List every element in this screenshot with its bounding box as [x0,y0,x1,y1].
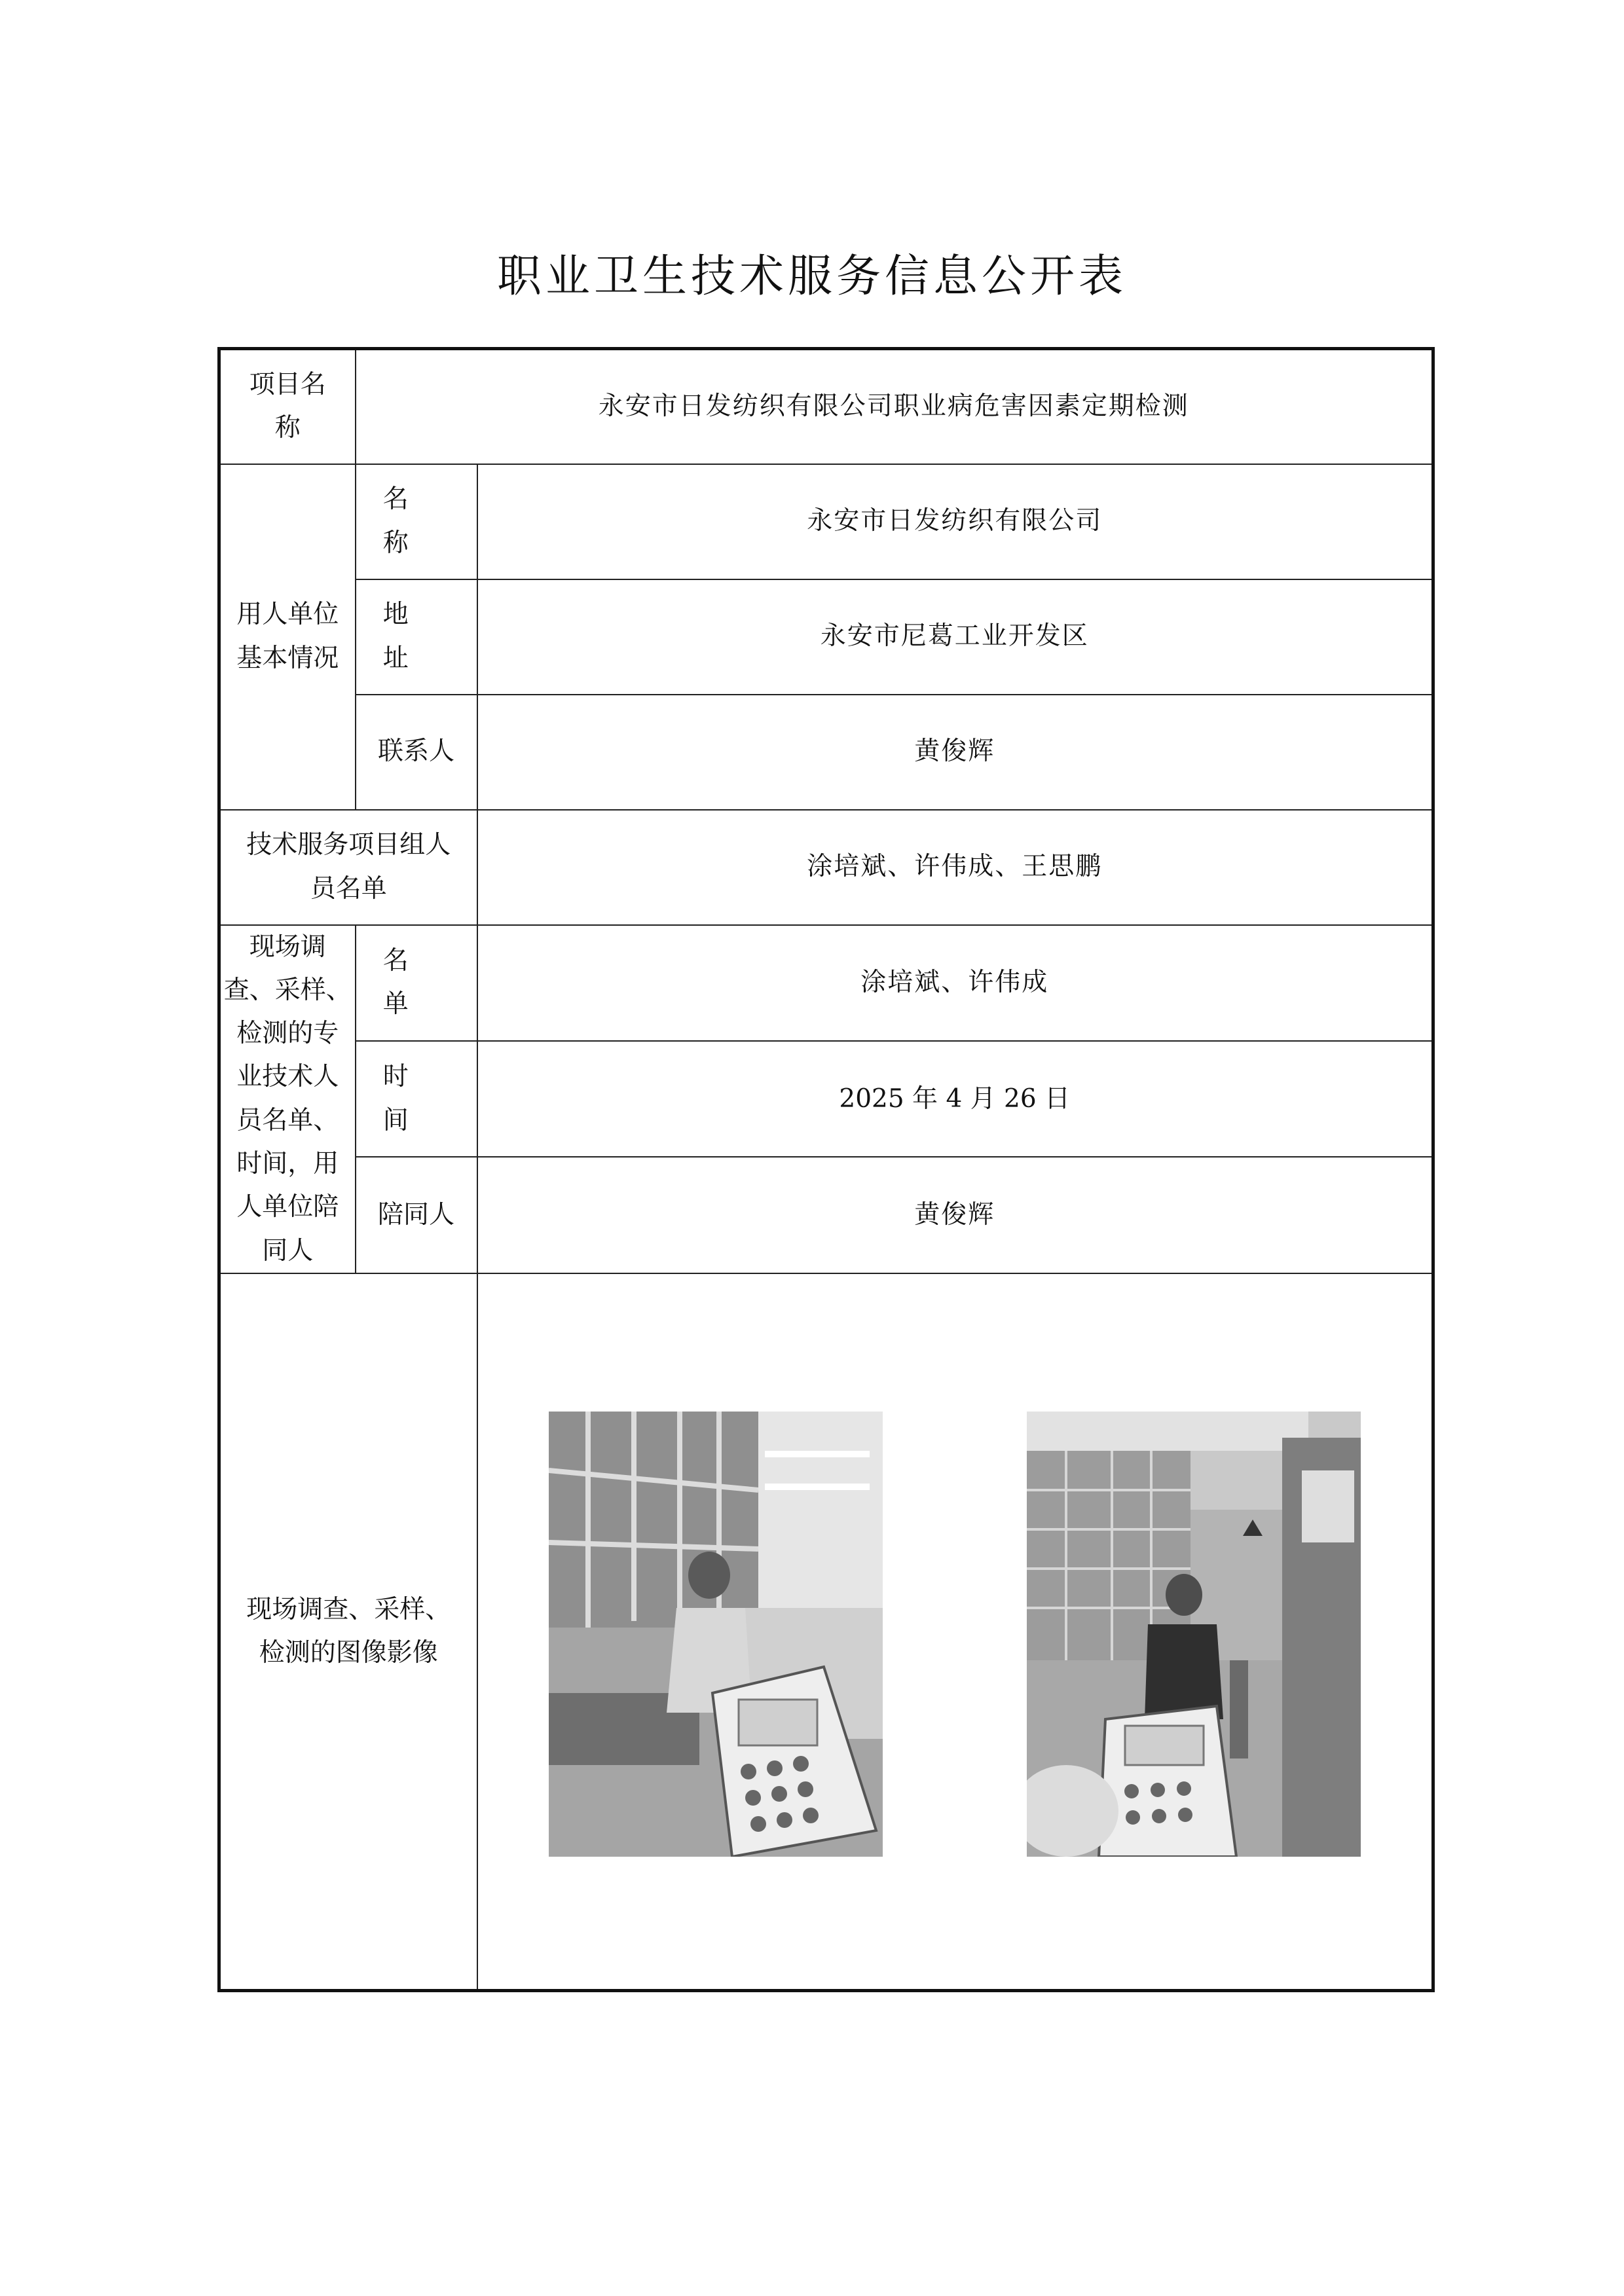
images-row [219,1273,1433,1991]
survey-staff-row [219,925,1433,1041]
project-label-line2: 称 [274,413,301,443]
employer-name-row [219,464,1433,579]
employer-name-value: 永安市日发纺织有限公司 [477,464,1433,579]
survey-staff-value: 涂培斌、许伟成 [477,925,1433,1041]
survey-escort-value: 黄俊辉 [477,1157,1433,1273]
images-cell [477,1273,1433,1991]
survey-escort-row [219,1157,1433,1273]
survey-group-lines [224,926,352,1273]
survey-group-line: 员名单、 [236,1105,339,1135]
survey-staff-label: 名单 [356,925,477,1041]
images-label-cell [219,1273,477,1991]
survey-escort-label: 陪同人 [356,1157,477,1273]
project-row [219,349,1433,464]
site-photo-right [1027,1412,1361,1857]
employer-address-row [219,579,1433,695]
employer-group-line2: 基本情况 [236,643,339,673]
survey-time-label: 时间 [356,1041,477,1157]
employer-contact-label: 联系人 [356,695,477,810]
employer-address-value: 永安市尼葛工业开发区 [477,579,1433,695]
site-photo-left [549,1412,883,1857]
survey-group-line: 人单位陪 [236,1192,339,1222]
survey-group-label [219,925,356,1273]
survey-group-line: 检测的专 [236,1019,339,1049]
info-table [217,347,1435,1992]
survey-group-line: 业技术人 [236,1062,339,1092]
images-label-line1: 现场调查、采样、 [246,1594,451,1624]
project-label-line1: 项目名 [249,369,326,399]
survey-group-line: 现场调 [249,932,326,962]
survey-time-row [219,1041,1433,1157]
team-label-line1: 技术服务项目组人 [246,830,451,860]
team-label-line2: 员名单 [310,873,387,903]
employer-group-label [219,464,356,810]
survey-time-value: 2025 年 4 月 26 日 [477,1041,1433,1157]
project-value: 永安市日发纺织有限公司职业病危害因素定期检测 [356,349,1433,464]
survey-group-line: 时间，用 [236,1148,339,1178]
employer-contact-value: 黄俊辉 [477,695,1433,810]
team-value: 涂培斌、许伟成、王思鹏 [477,810,1433,925]
employer-contact-row [219,695,1433,810]
team-label-cell [219,810,477,925]
employer-group-line1: 用人单位 [236,600,339,630]
employer-name-label: 名称 [356,464,477,579]
survey-group-line: 同人 [262,1235,314,1266]
employer-address-label: 地址 [356,579,477,695]
project-label-cell [219,349,356,464]
site-photo-left-image [549,1412,883,1857]
site-photo-right-image [1027,1412,1361,1857]
photo-area [478,1274,1432,1989]
team-row [219,810,1433,925]
images-label-line2: 检测的图像影像 [259,1637,438,1667]
page-title: 职业卫生技术服务信息公开表 [496,251,1127,302]
survey-group-line: 查、采样、 [223,975,352,1005]
